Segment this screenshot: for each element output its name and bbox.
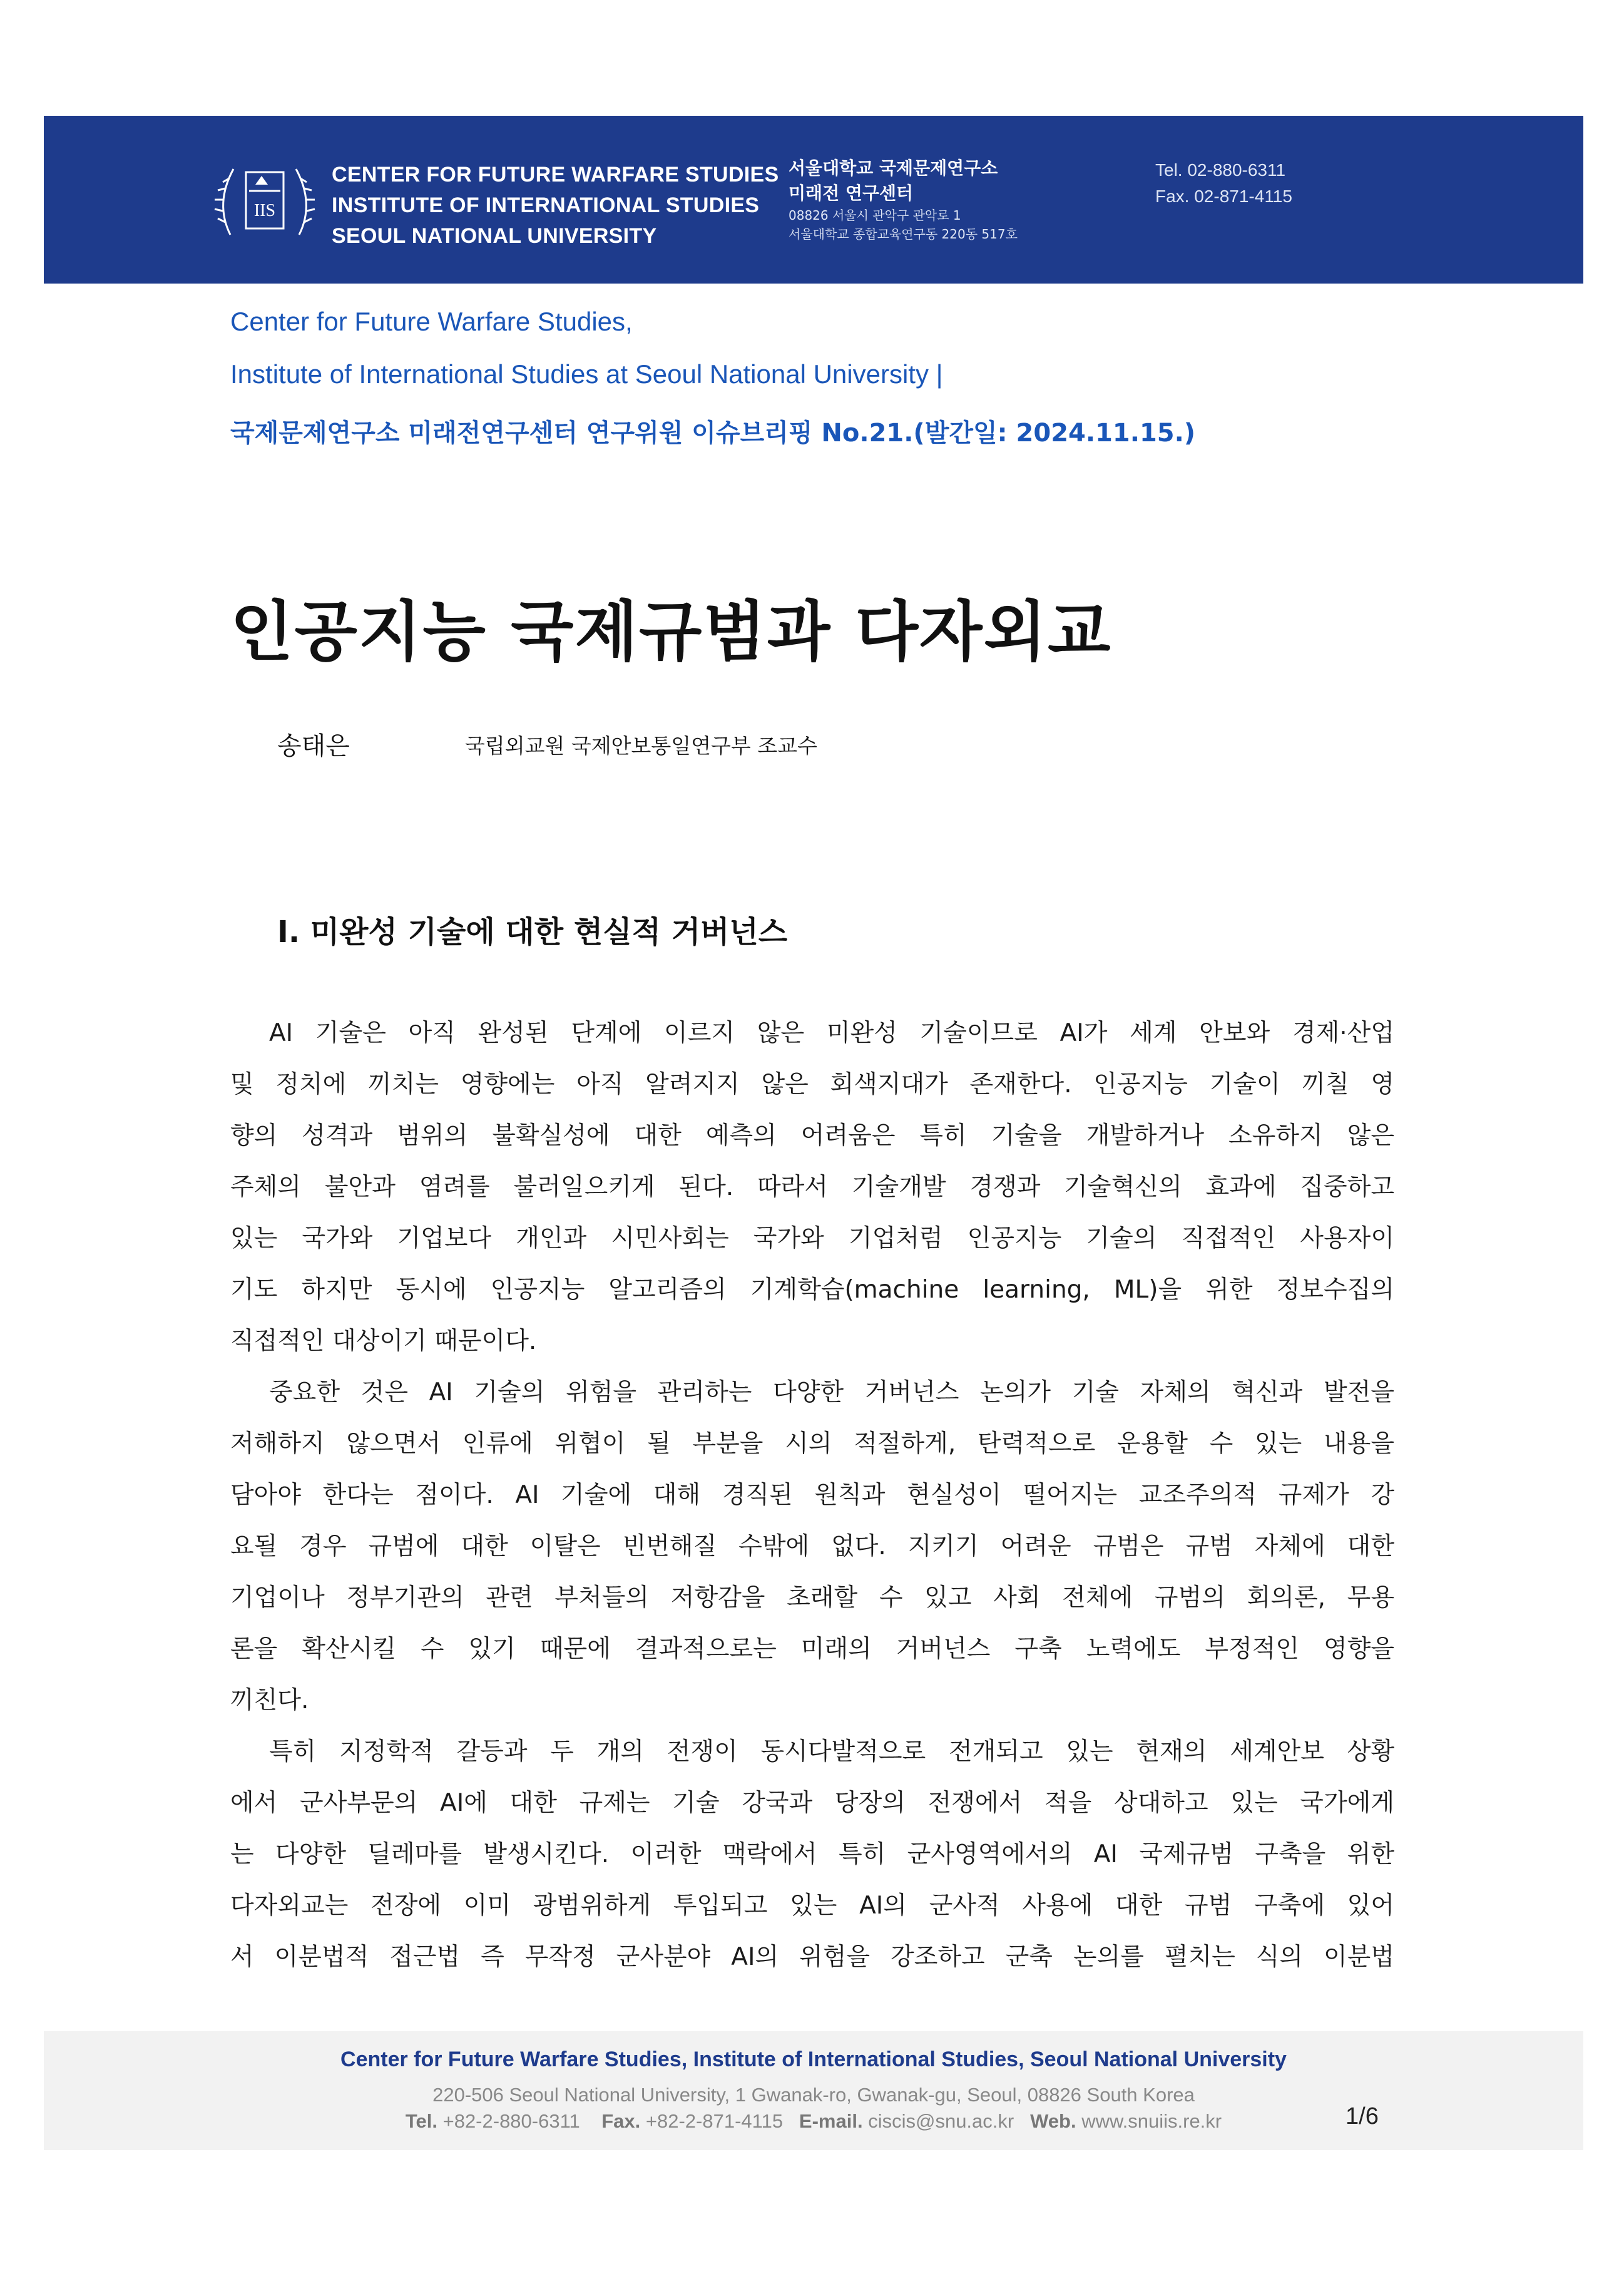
footer-web-label: Web. xyxy=(1030,2110,1076,2132)
body-line: 론을 확산시킬 수 있기 때문에 결과적으로는 미래의 거버넌스 구축 노력에도 부정적인 영향을 xyxy=(230,1635,1394,1663)
footer-web[interactable]: www.snuiis.re.kr xyxy=(1081,2110,1222,2132)
page-number: 1/6 xyxy=(1346,2103,1379,2129)
body-paragraphs xyxy=(230,1008,1394,1983)
body-line: 담아야 한다는 점이다. AI 기술에 대해 경직된 원칙과 현실성이 떨어지는 교조주의적 규제가 강 xyxy=(230,1481,1394,1509)
subtitle-line-1: Center for Future Warfare Studies, xyxy=(230,307,633,336)
body-line: 특히 지정학적 갈등과 두 개의 전쟁이 동시다발적으로 전개되고 있는 현재의 세계안보 상황 xyxy=(269,1738,1394,1766)
body-line: 주체의 불안과 염려를 불러일으키게 된다. 따라서 기술개발 경쟁과 기술혁신의 효과에 집중하고 xyxy=(230,1173,1394,1201)
body-line: 및 정치에 끼치는 영향에는 아직 알려지지 않은 회색지대가 존재한다. 인공지능 기술이 끼칠 영 xyxy=(230,1070,1394,1099)
body-line: 끼친다. xyxy=(230,1686,309,1714)
body-line: 는 다양한 딜레마를 발생시킨다. 이러한 맥락에서 특히 군사영역에서의 AI 국제규범 구축을 위한 xyxy=(230,1840,1394,1868)
body-line: 기업이나 정부기관의 관련 부처들의 저항감을 초래할 수 있고 사회 전체에 규범의 회의론, 무용 xyxy=(230,1584,1394,1612)
document-title: 인공지능 국제규범과 다자외교 xyxy=(230,593,1112,670)
body-line: 직접적인 대상이기 때문이다. xyxy=(230,1327,537,1355)
footer-fax: +82-2-871-4115 xyxy=(645,2110,784,2132)
footer-email[interactable]: ciscis@snu.ac.kr xyxy=(868,2110,1014,2132)
author-name: 송태은 xyxy=(277,732,350,761)
body-line: 향의 성격과 범위의 불확실성에 대한 예측의 어려움은 특히 기술을 개발하거나 소유하지 않은 xyxy=(230,1122,1394,1150)
header-address-1: 08826 서울시 관악구 관악로 1 xyxy=(789,208,961,223)
body-line: AI 기술은 아직 완성된 단계에 이르지 않은 미완성 기술이므로 AI가 세계 안보와 경제·산업 xyxy=(269,1019,1394,1047)
footer-email-label: E-mail. xyxy=(799,2110,863,2132)
author-affiliation: 국립외교원 국제안보통일연구부 조교수 xyxy=(465,734,817,758)
body-line: 에서 군사부문의 AI에 대한 규제는 기술 강국과 당장의 전쟁에서 적을 상대하고 있는 국가에게 xyxy=(230,1789,1394,1817)
header-eng-line: INSTITUTE OF INTERNATIONAL STUDIES xyxy=(332,193,760,217)
body-line: 중요한 것은 AI 기술의 위험을 관리하는 다양한 거버넌스 논의가 기술 자체의 혁신과 발전을 xyxy=(269,1378,1394,1407)
body-line: 있는 국가와 기업보다 개인과 시민사회는 국가와 기업처럼 인공지능 기술의 직접적인 사용자이 xyxy=(230,1224,1394,1253)
body-line: 저해하지 않으면서 인류에 위협이 될 부분을 시의 적절하게, 탄력적으로 운용할 수 있는 내용을 xyxy=(230,1430,1394,1458)
svg-text:IIS: IIS xyxy=(253,201,276,220)
body-line: 서 이분법적 접근법 즉 무작정 군사분야 AI의 위험을 강조하고 군축 논의를 펼치는 식의 이분법 xyxy=(230,1943,1394,1971)
body-line: 요될 경우 규범에 대한 이탈은 빈번해질 수밖에 없다. 지키기 어려운 규범은 규범 자체에 대한 xyxy=(230,1532,1394,1561)
header-tel: Tel. 02-880-6311 xyxy=(1155,160,1286,180)
body-line: 다자외교는 전장에 이미 광범위하게 투입되고 있는 AI의 군사적 사용에 대한 규범 구축에 있어 xyxy=(230,1892,1394,1920)
footer-org: Center for Future Warfare Studies, Institute of International Studies, Seoul National University xyxy=(340,2047,1287,2071)
footer-tel: +82-2-880-6311 xyxy=(442,2110,580,2132)
page-footer xyxy=(44,2031,1583,2150)
header-eng-line: SEOUL NATIONAL UNIVERSITY xyxy=(332,224,657,248)
body-line: 기도 하지만 동시에 인공지능 알고리즘의 기계학습(machine learning, ML)을 위한 정보수집의 xyxy=(230,1276,1394,1304)
header-english-name xyxy=(332,160,779,252)
header-eng-line: CENTER FOR FUTURE WARFARE STUDIES xyxy=(332,163,779,187)
header-band xyxy=(44,116,1583,284)
header-address-2: 서울대학교 종합교육연구동 220동 517호 xyxy=(789,227,1018,242)
section-heading: I. 미완성 기술에 대한 현실적 거버넌스 xyxy=(277,915,788,950)
header-kor-center: 미래전 연구센터 xyxy=(789,183,914,203)
footer-tel-label: Tel. xyxy=(405,2110,437,2132)
iis-emblem-icon xyxy=(212,153,318,247)
footer-fax-label: Fax. xyxy=(601,2110,641,2132)
header-korean-block xyxy=(789,156,1018,243)
header-kor-name: 서울대학교 국제문제연구소 xyxy=(789,158,998,178)
header-fax: Fax. 02-871-4115 xyxy=(1155,187,1292,206)
header-contact xyxy=(1155,157,1292,210)
footer-address: 220-506 Seoul National University, 1 Gwanak-ro, Gwanak-gu, Seoul, 08826 South Korea xyxy=(432,2084,1195,2106)
subtitle-line-2: Institute of International Studies at Seoul National University | xyxy=(230,359,943,389)
subtitle-line-3: 국제문제연구소 미래전연구센터 연구위원 이슈브리핑 No.21.(발간일: 2024.11.15.) xyxy=(230,419,1196,448)
